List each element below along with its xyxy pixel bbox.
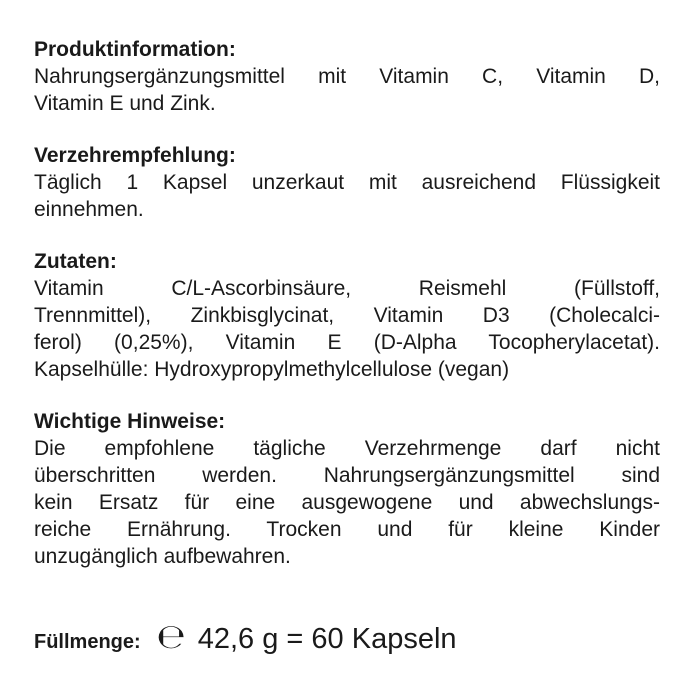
- section-ingredients: [34, 248, 660, 383]
- text-line: überschritten werden. Nahrungsergänzungsmittel sind: [34, 464, 660, 487]
- text-line: Trennmittel), Zinkbisglycinat, Vitamin D3 (Cholecalci-: [34, 304, 660, 327]
- section-heading: Zutaten:: [34, 250, 117, 273]
- fill-quantity-row: [34, 617, 457, 657]
- text-line: ferol) (0,25%), Vitamin E (D-Alpha Tocopherylacetat).: [34, 331, 660, 354]
- text-line: Kapselhülle: Hydroxypropylmethylcellulose (vegan): [34, 358, 510, 381]
- text-line: Vitamin C/L-Ascorbinsäure, Reismehl (Füllstoff,: [34, 277, 660, 300]
- section-heading: Wichtige Hinweise:: [34, 410, 226, 433]
- text-line: Täglich 1 Kapsel unzerkaut mit ausreichend Flüssigkeit: [34, 171, 660, 194]
- text-line: Die empfohlene tägliche Verzehrmenge darf nicht: [34, 437, 660, 460]
- section-product-information: [34, 36, 660, 117]
- product-label-panel: [34, 36, 660, 595]
- estimated-sign-icon: ℮: [156, 617, 186, 657]
- text-line: kein Ersatz für eine ausgewogene und abwechslungs-: [34, 491, 660, 514]
- section-text: [34, 435, 660, 570]
- section-heading: Verzehrempfehlung:: [34, 144, 236, 167]
- text-line: Vitamin E und Zink.: [34, 92, 216, 115]
- section-text: [34, 63, 660, 117]
- text-line: Nahrungsergänzungsmittel mit Vitamin C, Vitamin D,: [34, 65, 660, 88]
- text-line: reiche Ernährung. Trocken und für kleine Kinder: [34, 518, 660, 541]
- section-recommended-intake: [34, 142, 660, 223]
- section-text: [34, 275, 660, 383]
- section-important-notes: [34, 408, 660, 570]
- text-line: einnehmen.: [34, 198, 144, 221]
- section-text: [34, 169, 660, 223]
- fill-quantity-label: Füllmenge:: [34, 631, 141, 653]
- section-heading: Produktinformation:: [34, 38, 236, 61]
- fill-quantity-value: 42,6 g = 60 Kapseln: [197, 623, 457, 655]
- text-line: unzugänglich aufbewahren.: [34, 545, 291, 568]
